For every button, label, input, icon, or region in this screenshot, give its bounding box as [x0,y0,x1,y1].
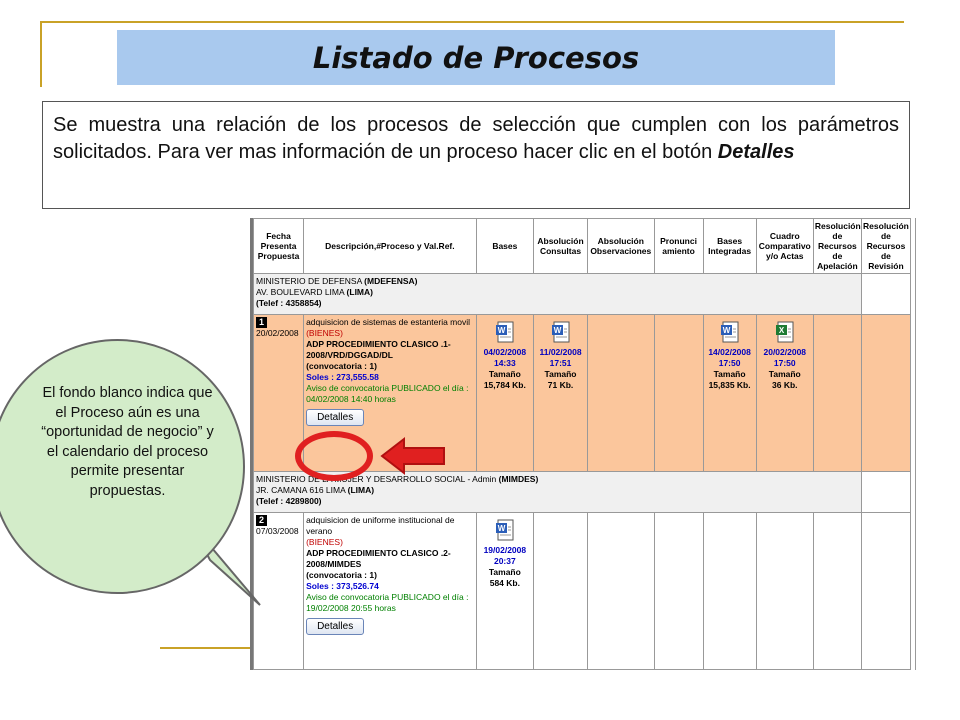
entity-address: JR. CAMANA 616 LIMA [256,485,348,495]
process-description: adquisicion de uniforme institucional de verano [306,515,455,536]
process-type: (BIENES) [306,537,343,547]
left-gold-rule [40,21,42,87]
consultas-cell [533,315,587,472]
highlight-ring [295,431,373,481]
process-description-cell [304,513,477,670]
entity-name: MINISTERIO DE DEFENSA [256,276,365,286]
pronunciamiento-cell [654,513,703,670]
observaciones-cell [588,513,654,670]
description-text: Se muestra una relación de los procesos de selección que cumplen con los parámetros solicitados. Para ver mas información de un proceso hacer clic en el botón [53,114,899,163]
svg-text:W: W [497,326,506,335]
top-gold-rule [40,21,904,23]
file-size: 15,784 Kb. [483,380,526,390]
description-bold-detalles: Detalles [717,141,795,163]
entity-city: (LIMA) [346,287,373,297]
file-time: 17:50 [718,358,741,368]
file-size-label: Tamaño [768,369,801,379]
process-number-badge: 2 [256,515,267,526]
file-date: 04/02/2008 [483,347,527,357]
observaciones-cell [588,315,654,472]
table-row [254,513,911,670]
entity-blank-cell [861,274,910,315]
file-date: 11/02/2008 [539,347,582,357]
process-number-badge: 1 [256,317,267,328]
revision-cell [861,315,910,472]
process-notice: Aviso de convocatoria PUBLICADO el día : [306,592,469,602]
description-box [42,101,910,209]
apelacion-cell [813,315,861,472]
process-notice-date: 04/02/2008 14:40 horas [306,394,396,404]
entity-phone: (Telef : 4289800) [256,496,322,506]
bottom-gold-rule [160,647,252,649]
excel-doc-icon[interactable] [775,321,795,343]
header-absolucion-consultas: Absolución Consultas [533,219,587,274]
slide-title: Listado de Procesos [312,40,640,75]
process-description: adquisicion de sistemas de estanteria movil [306,317,471,327]
pronunciamiento-cell [654,315,703,472]
header-absolucion-observaciones: Absolución Observaciones [588,219,654,274]
svg-text:W: W [722,326,730,335]
detalles-button[interactable]: Detalles [306,618,364,635]
header-bases: Bases [476,219,533,274]
file-date: 20/02/2008 [763,347,807,357]
entity-city: (LIMA) [347,485,375,495]
process-convocatoria: (convocatoria : 1) [306,570,377,580]
entity-info [254,274,862,315]
file-time: 14:33 [493,358,516,368]
bases-cell [476,513,533,670]
file-size-label: Tamaño [488,369,521,379]
entity-blank-cell [861,472,910,513]
file-time: 17:50 [773,358,796,368]
callout-text: El fondo blanco indica que el Proceso aún es una “oportunidad de negocio” y el calendario del proceso permite presentar propuestas. [41,385,214,499]
header-cuadro-comparativo: Cuadro Comparativo y/o Actas [756,219,813,274]
entity-code: (MDEFENSA) [364,276,418,286]
apelacion-cell [813,513,861,670]
word-doc-icon[interactable] [551,321,571,343]
file-size: 15,835 Kb. [708,380,751,390]
integradas-cell [703,315,756,472]
word-doc-icon[interactable] [720,321,740,343]
file-time: 17:51 [549,358,572,368]
file-date: 19/02/2008 [483,545,527,555]
word-doc-icon[interactable] [495,519,515,541]
consultas-cell [533,513,587,670]
detalles-button[interactable]: Detalles [306,409,364,426]
file-size-label: Tamaño [544,369,577,379]
actas-cell [756,513,813,670]
header-bases-integradas: Bases Integradas [703,219,756,274]
file-size: 71 Kb. [547,380,574,390]
process-amount: Soles : 273,555.58 [306,372,379,382]
file-size-label: Tamaño [488,567,521,577]
revision-cell [861,513,910,670]
file-date: 14/02/2008 [708,347,751,357]
header-descripcion: Descripción,#Proceso y Val.Ref. [304,219,477,274]
process-date: 20/02/2008 [256,328,299,338]
file-size: 36 Kb. [772,380,798,390]
entity-name: MINISTERIO DE LA MUJER Y DESARROLLO SOCIAL - Admin [256,474,499,484]
svg-text:X: X [778,326,784,335]
svg-text:W: W [553,326,561,335]
process-type: (BIENES) [306,328,343,338]
word-doc-icon[interactable] [495,321,515,343]
file-time: 20:37 [493,556,516,566]
entity-row [254,274,911,315]
process-code: ADP PROCEDIMIENTO CLASICO .2-2008/MIMDES [306,548,451,569]
header-pronunciamiento: Pronunci amiento [654,219,703,274]
entity-address: AV. BOULEVARD LIMA [256,287,347,297]
slide-title-bar [117,30,835,85]
process-date: 07/03/2008 [256,526,299,536]
header-recursos-revision: Resolución de Recursos de Revisión [861,219,910,274]
file-size-label: Tamaño [713,369,746,379]
file-size: 584 Kb. [489,578,520,588]
table-header-row [254,219,911,274]
actas-cell [756,315,813,472]
entity-phone: (Telef : 4358854) [256,298,322,308]
bases-cell [476,315,533,472]
entity-code: (MIMDES) [498,474,539,484]
svg-text:W: W [497,524,506,533]
process-code: ADP PROCEDIMIENTO CLASICO .1-2008/VRD/DGGAD/DL [306,339,451,360]
process-convocatoria: (convocatoria : 1) [306,361,377,371]
process-notice: Aviso de convocatoria PUBLICADO el día : [306,383,469,393]
process-amount: Soles : 373,526.74 [306,581,379,591]
integradas-cell [703,513,756,670]
red-arrow-icon [380,436,448,476]
header-fecha: Fecha Presenta Propuesta [254,219,304,274]
header-recursos-apelacion: Resolución de Recursos de Apelación [813,219,861,274]
process-notice-date: 19/02/2008 20:55 horas [306,603,396,613]
